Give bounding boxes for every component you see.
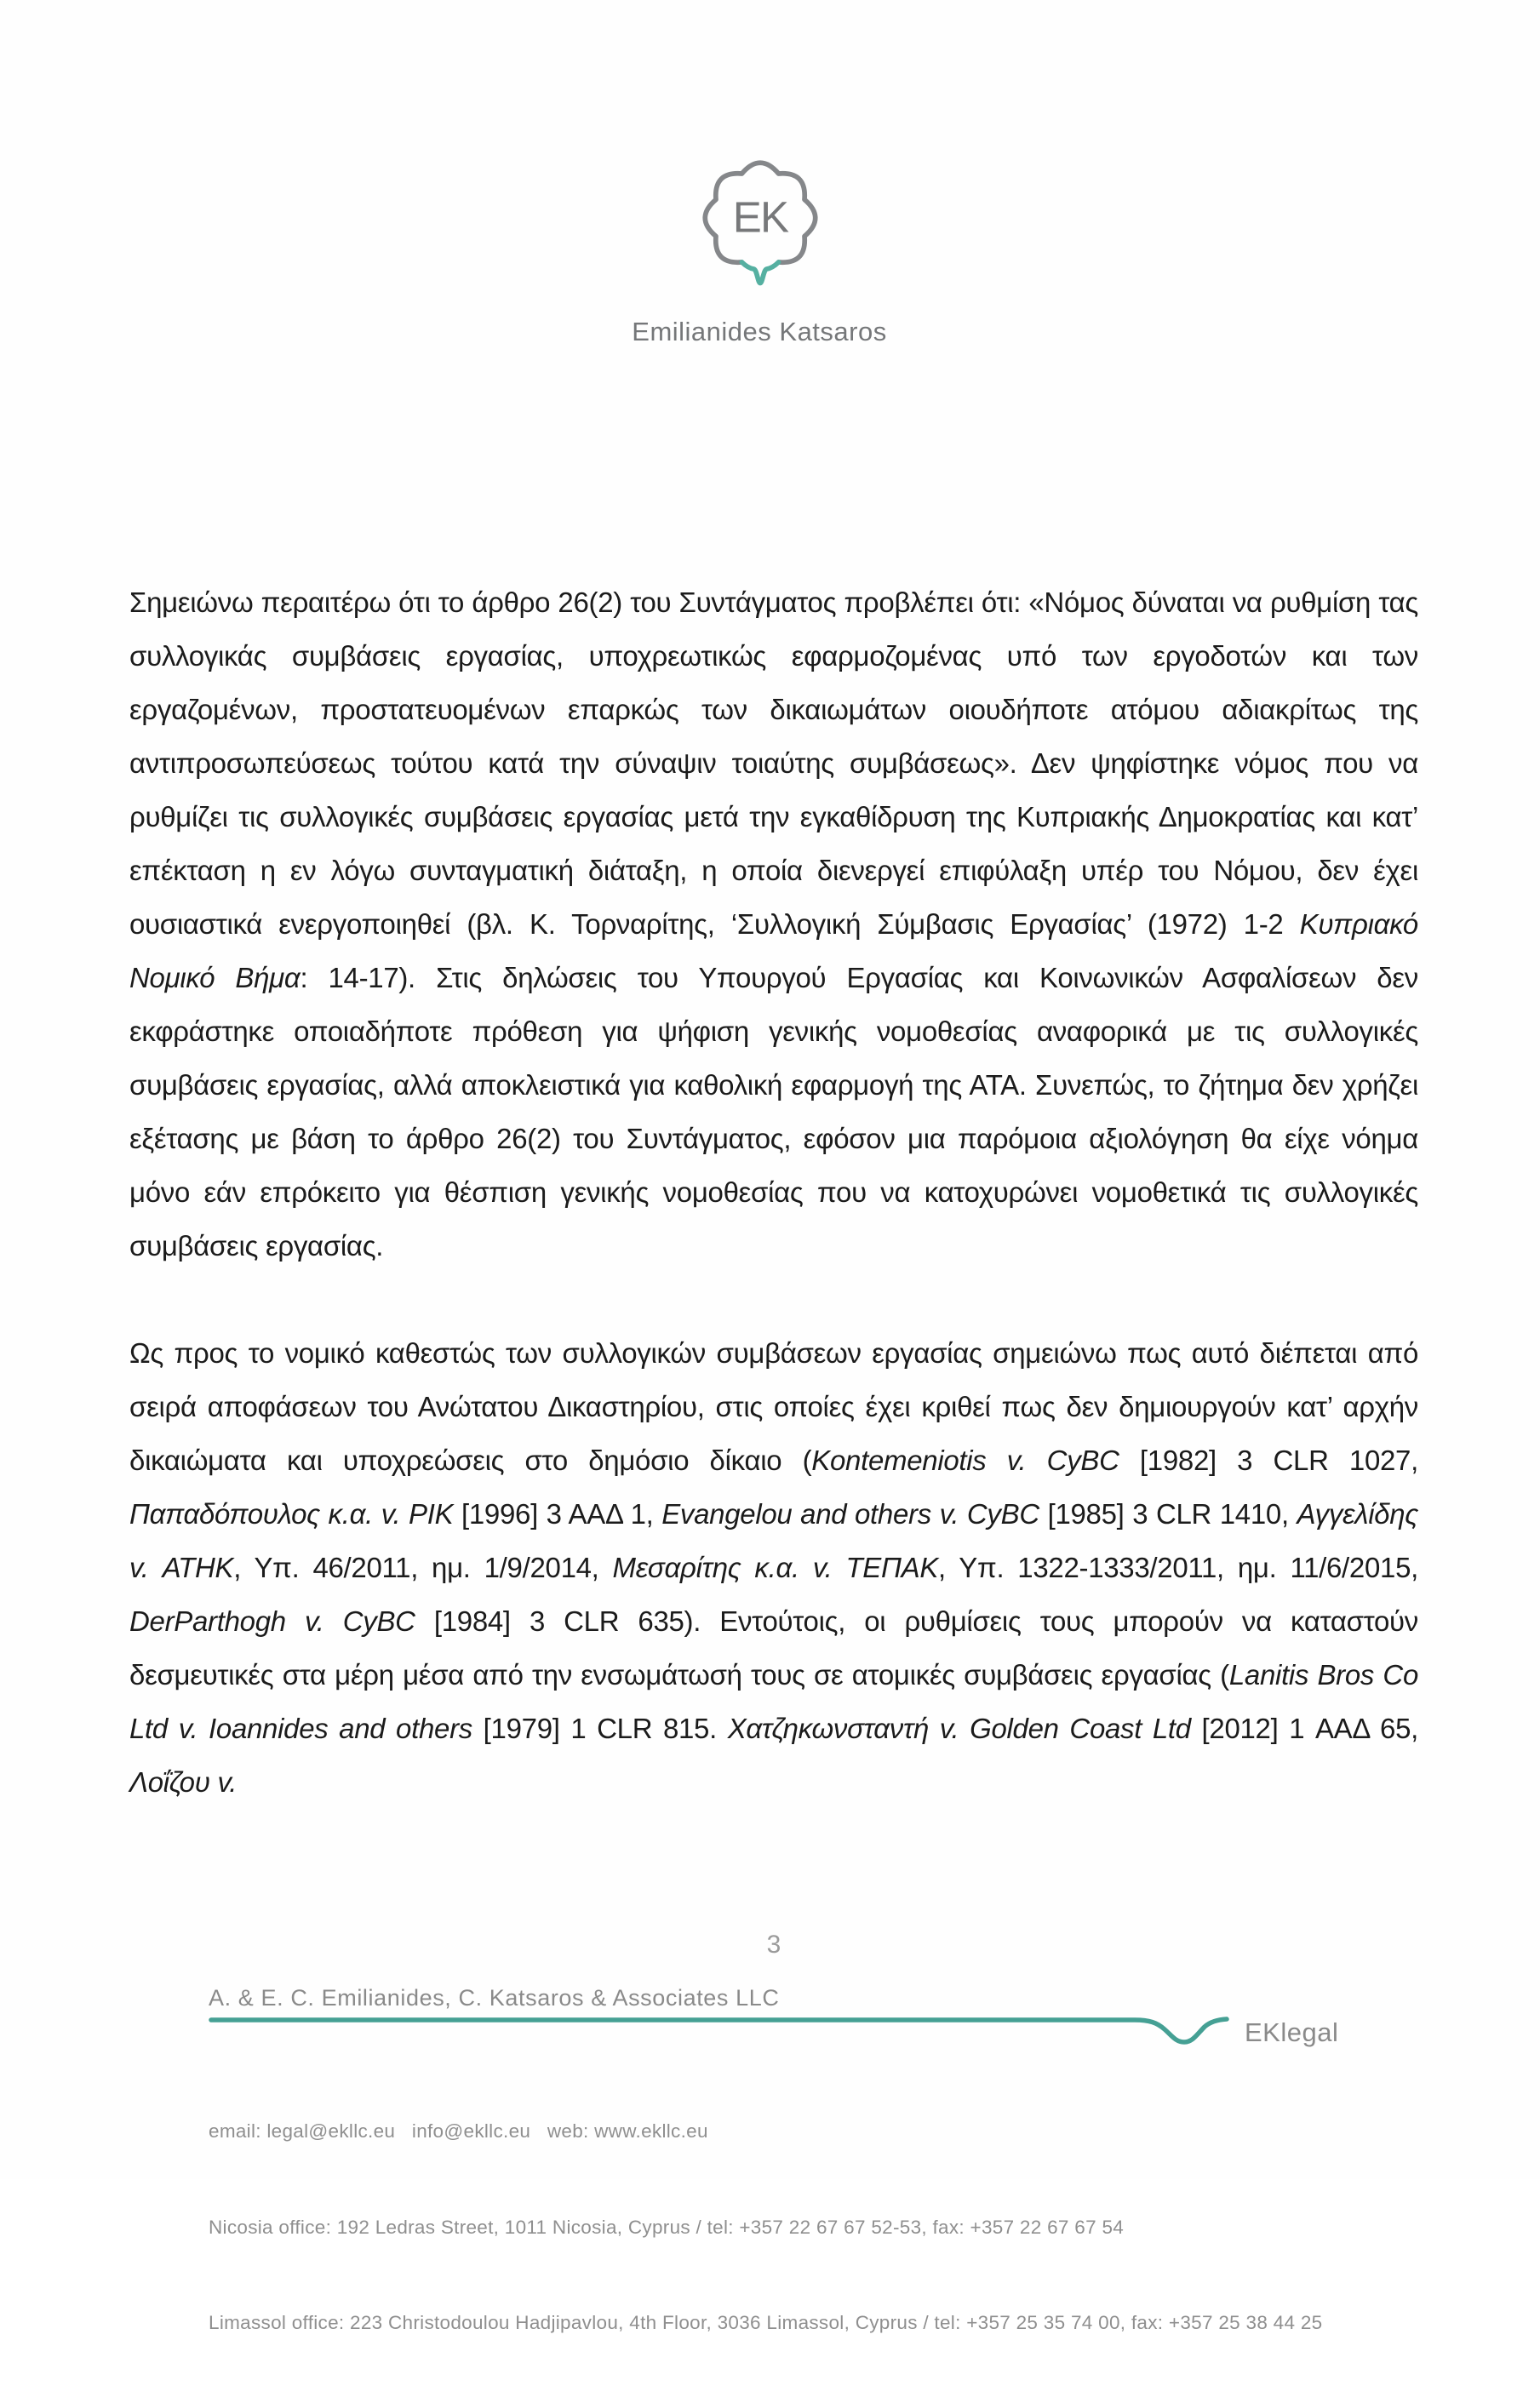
footer-divider-swoosh-line [209, 2014, 1234, 2051]
footer-nicosia-line: Nicosia office: 192 Ledras Street, 1011 Nicosia, Cyprus / tel: +357 22 67 67 52-53, fax: +357 22 67 67 54 [209, 2216, 1125, 2238]
footer-email-line: email: legal@ekllc.eu info@ekllc.eu web: www.ekllc.eu [209, 2120, 708, 2142]
footer-limassol-line: Limassol office: 223 Christodoulou Hadjipavlou, 4th Floor, 3036 Limassol, Cyprus / tel: +357 25 35 74 00, fax: +357 25 38 44 25 [209, 2312, 1323, 2333]
page-number: 3 [766, 1931, 781, 1959]
body-paragraph: Ως προς το νομικό καθεστώς των συλλογικών συμβάσεων εργασίας σημειώνω πως αυτό διέπεται από σειρά αποφάσεων του Ανώτατου Δικαστηρίου, στις οποίες έχει κριθεί πως δεν δημιουργούν κατ’ αρχήν δικαιώματα και υποχρεώσεις στο δημόσιο δίκαιο (Kontemeniotis v. CyBC [1982] 3 CLR 1027, Παπαδόπουλος κ.α. v. ΡΙΚ [1996] 3 ΑΑΔ 1, Evangelou and others v. CyBC [1985] 3 CLR 1410, Αγγελίδης v. ΑΤΗΚ, Υπ. 46/2011, ημ. 1/9/2014, Μεσαρίτης κ.α. v. ΤΕΠΑΚ, Υπ. 1322-1333/2011, ημ. 11/6/2015, DerParthogh v. CyBC [1984] 3 CLR 635). Εντούτοις, οι ρυθμίσεις τους μπορούν να καταστούν δεσμευτικές στα μέρη μέσα από την ενσωμάτωσή τους σε ατομικές συμβάσεις εργασίας (Lanitis Bros Co Ltd v. Ioannides and others [1979] 1 CLR 815. Χατζηκωνσταντή v. Golden Coast Ltd [2012] 1 ΑΑΔ 65, Λοΐζου v. [129, 1337, 1419, 1798]
ek-logo-letters: EK [732, 192, 788, 242]
footer-firm-name: A. & E. C. Emilianides, C. Katsaros & Associates LLC [209, 1985, 780, 2011]
body-paragraph: Σημειώνω περαιτέρω ότι το άρθρο 26(2) του Συντάγματος προβλέπει ότι: «Νόμος δύναται να ρυθμίση τας συλλογικάς συμβάσεις εργασίας, υποχρεωτικώς εφαρμοζομένας υπό των εργοδοτών και των εργαζομένων, προστατευομένων επαρκώς των δικαιωμάτων οιουδήποτε ατόμου αδιακρίτως της αντιπροσωπεύσεως τούτου κατά την σύναψιν τοιαύτης συμβάσεως». Δεν ψηφίστηκε νόμος που να ρυθμίζει τις συλλογικές συμβάσεις εργασίας μετά την εγκαθίδρυση της Κυπριακής Δημοκρατίας και κατ’ επέκταση η εν λόγω συνταγματική διάταξη, η οποία διενεργεί επιφύλαξη υπέρ του Νόμου, δεν έχει ουσιαστικά ενεργοποιηθεί (βλ. Κ. Τορναρίτης, ‘Συλλογική Σύμβασις Εργασίας’ (1972) 1-2 Κυπριακό Νομικό Βήμα: 14-17). Στις δηλώσεις του Υπουργού Εργασίας και Κοινωνικών Ασφαλίσεων δεν εκφράστηκε οποιαδήποτε πρόθεση για ψήφιση γενικής νομοθεσίας αναφορικά με τις συλλογικές συμβάσεις εργασίας, αλλά αποκλειστικά για καθολική εφαρμογή της ΑΤΑ. Συνεπώς, το ζήτημα δεν χρήζει εξέτασης με βάση το άρθρο 26(2) του Συντάγματος, εφόσον μια παρόμοια αξιολόγηση θα είχε νόημα μόνο εάν επρόκειτο για θέσπιση γενικής νομοθεσίας που να κατοχυρώνει νομοθετικά τις συλλογικές συμβάσεις εργασίας. [129, 586, 1418, 1262]
eklegal-brand-mark: EKlegal [1245, 2017, 1339, 2047]
ek-logo-badge-icon [685, 143, 835, 293]
body-text [129, 575, 1418, 1862]
brand-name: Emilianides Katsaros [632, 317, 887, 346]
footer-contact-block [209, 2051, 1323, 2403]
